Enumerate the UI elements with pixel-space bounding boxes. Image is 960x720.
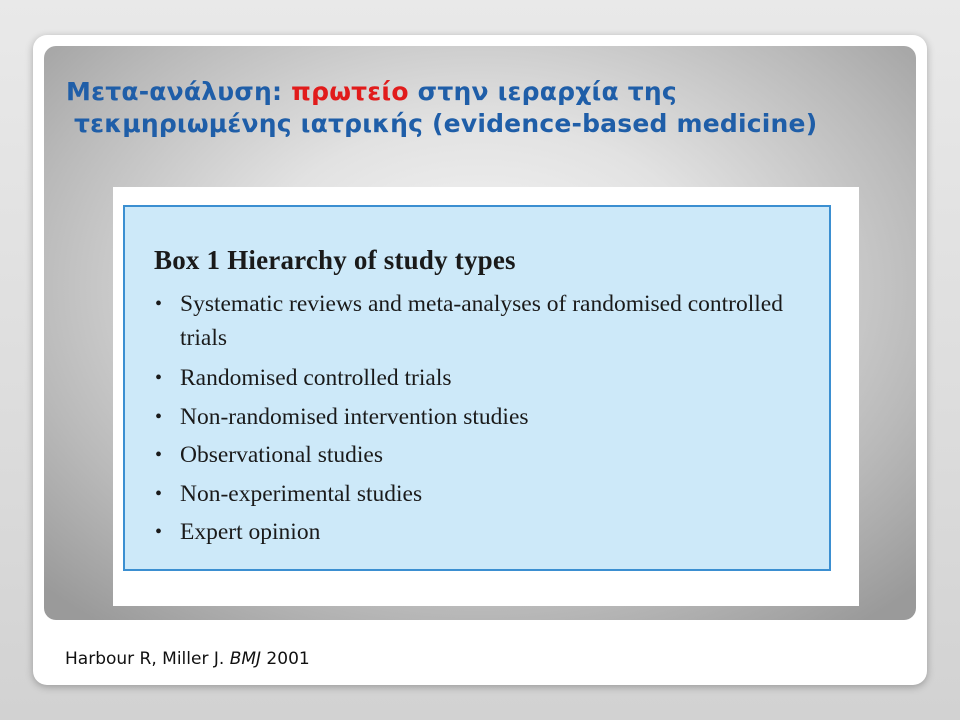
list-item [154,475,824,514]
list-item [154,359,824,398]
list-item [154,436,824,475]
title-line2: τεκμηριωμένης ιατρικής (evidence-based medicine) [74,109,818,138]
list-item-text: Non-randomised intervention studies [180,403,529,430]
bullet-icon: • [155,293,163,315]
box-heading: Box 1 Hierarchy of study types [154,245,516,275]
list-item-text: Expert opinion [180,519,321,545]
list-item-text: Systematic reviews and meta-analyses of randomised controlled trials [180,291,783,351]
bullet-icon: • [155,521,163,543]
citation-journal: BMJ [229,649,262,669]
figure-image [113,187,859,606]
study-type-list [154,287,824,552]
bullet-icon: • [155,444,163,466]
citation [65,649,310,669]
list-item-text: Randomised controlled trials [180,365,452,391]
title-part2: στην ιεραρχία της [408,77,677,106]
slide-title [66,76,946,140]
list-item [154,398,824,437]
bullet-icon: • [155,367,163,389]
list-item [154,513,824,552]
citation-authors: Harbour R, Miller J. [65,649,230,669]
bullet-icon: • [155,405,163,428]
list-item-text: Non-experimental studies [180,480,423,507]
citation-year: 2001 [261,649,310,669]
title-highlight: πρωτείο [291,77,409,106]
bullet-icon: • [155,482,163,505]
list-item [154,287,824,355]
hierarchy-box [123,205,831,571]
list-item-text: Observational studies [180,442,383,468]
title-part1: Μετα-ανάλυση: [66,77,292,106]
